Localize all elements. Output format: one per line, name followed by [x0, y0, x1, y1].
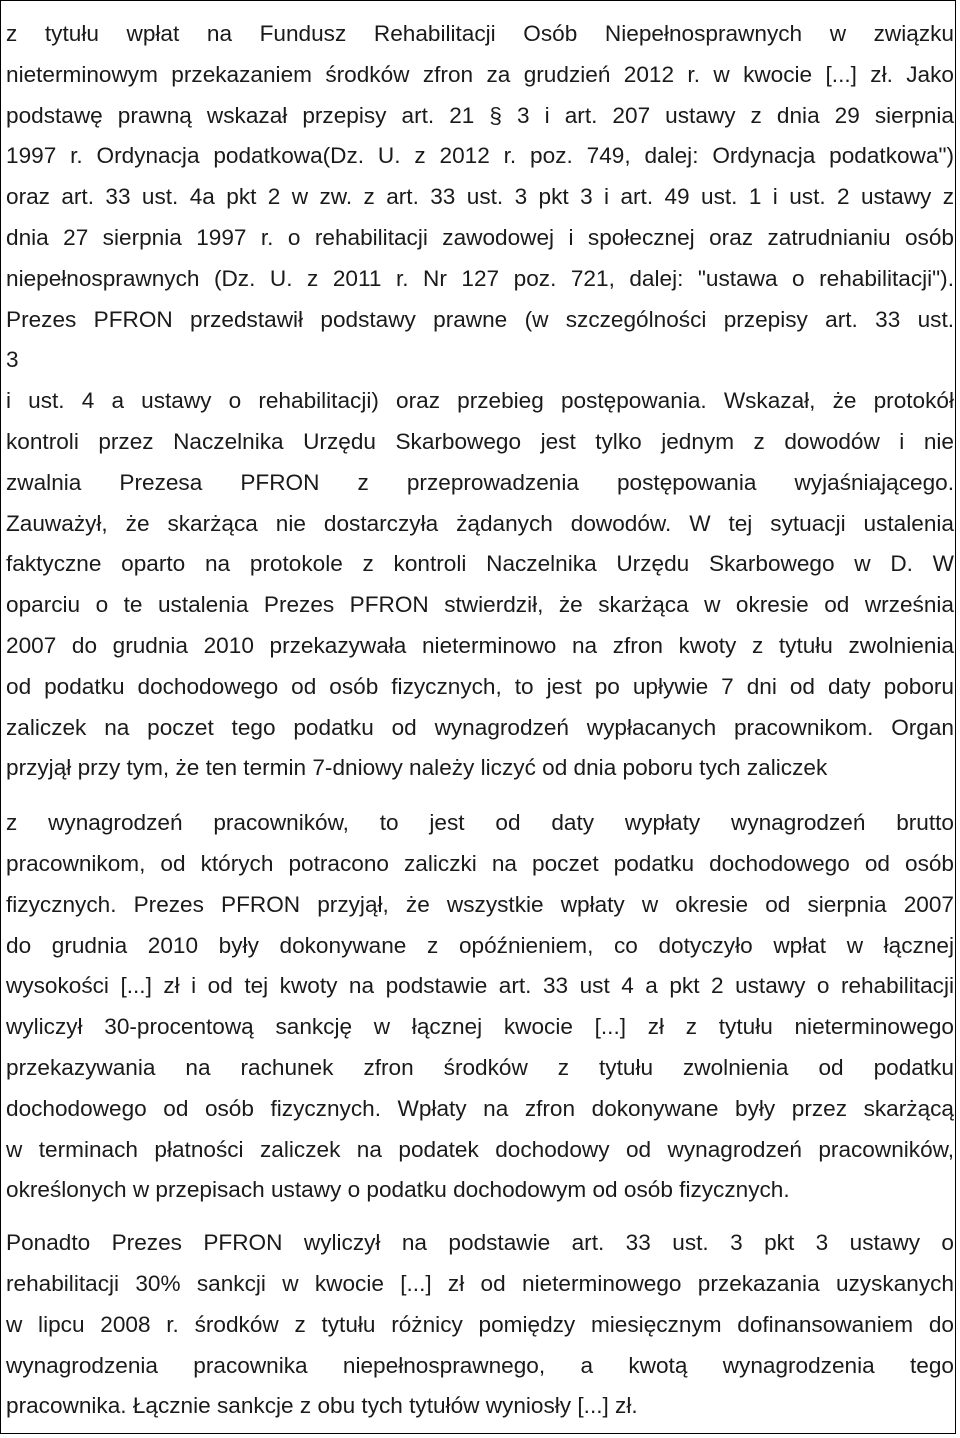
text-line: od podatku dochodowego od osób fizycznych, to jest po upływie 7 dni od daty poboru	[6, 673, 954, 699]
text-line: dochodowego od osób fizycznych. Wpłaty na zfron dokonywane były przez skarżącą	[6, 1095, 954, 1121]
text-line: pracownikom, od których potracono zaliczki na poczet podatku dochodowego od osób	[6, 850, 954, 876]
text-line: oraz art. 33 ust. 4a pkt 2 w zw. z art. 33 ust. 3 pkt 3 i art. 49 ust. 1 i ust. 2 ustawy z	[6, 184, 954, 210]
text-line: w terminach płatności zaliczek na podatek dochodowy od wynagrodzeń pracowników,	[6, 1136, 954, 1162]
text-line: 2007 do grudnia 2010 przekazywała nieterminowo na zfron kwoty z tytułu zwolnienia	[6, 632, 954, 658]
paragraph-4	[6, 1223, 954, 1427]
text-line: pracownika. Łącznie sankcje z obu tych tytułów wyniosły [...] zł.	[6, 1393, 638, 1419]
paragraph-1	[6, 14, 954, 381]
text-line: przekazywania na rachunek zfron środków z tytułu zwolnienia od podatku	[6, 1054, 954, 1080]
text-line: niepełnosprawnych (Dz. U. z 2011 r. Nr 127 poz. 721, dalej: "ustawa o rehabilitacji").	[6, 265, 954, 291]
text-line: do grudnia 2010 były dokonywane z opóźnieniem, co dotyczyło wpłat w łącznej	[6, 932, 954, 958]
text-line: nieterminowym przekazaniem środków zfron za grudzień 2012 r. w kwocie [...] zł. Jako	[6, 61, 954, 87]
text-line: zaliczek na poczet tego podatku od wynagrodzeń wypłacanych pracownikom. Organ	[6, 714, 954, 740]
text-line: rehabilitacji 30% sankcji w kwocie [...] zł od nieterminowego przekazania uzyskanych	[6, 1270, 954, 1296]
text-line: Ponadto Prezes PFRON wyliczył na podstawie art. 33 ust. 3 pkt 3 ustawy o	[6, 1230, 954, 1256]
text-line: 3	[6, 347, 19, 373]
document-body	[6, 14, 954, 1427]
text-line: z wynagrodzeń pracowników, to jest od daty wypłaty wynagrodzeń brutto	[6, 810, 954, 836]
text-line: kontroli przez Naczelnika Urzędu Skarbowego jest tylko jednym z dowodów i nie	[6, 428, 954, 454]
text-line: podstawę prawną wskazał przepisy art. 21 § 3 i art. 207 ustawy z dnia 29 sierpnia	[6, 102, 954, 128]
paragraph-3	[6, 803, 954, 1211]
text-line: w lipcu 2008 r. środków z tytułu różnicy pomiędzy miesięcznym dofinansowaniem do	[6, 1311, 954, 1337]
text-line: z tytułu wpłat na Fundusz Rehabilitacji Osób Niepełnosprawnych w związku	[6, 21, 954, 46]
text-line: fizycznych. Prezes PFRON przyjął, że wszystkie wpłaty w okresie od sierpnia 2007	[6, 891, 954, 917]
text-line: Prezes PFRON przedstawił podstawy prawne (w szczególności przepisy art. 33 ust.	[6, 306, 954, 332]
text-line: przyjął przy tym, że ten termin 7-dniowy należy liczyć od dnia poboru tych zaliczek	[6, 755, 828, 781]
paragraph-2	[6, 381, 954, 789]
text-line: zwalnia Prezesa PFRON z przeprowadzenia postępowania wyjaśniającego.	[6, 469, 954, 495]
text-line: wynagrodzenia pracownika niepełnosprawnego, a kwotą wynagrodzenia tego	[6, 1352, 954, 1378]
text-line: dnia 27 sierpnia 1997 r. o rehabilitacji zawodowej i społecznej oraz zatrudnianiu osób	[6, 224, 954, 250]
text-line: faktyczne oparto na protokole z kontroli Naczelnika Urzędu Skarbowego w D. W	[6, 551, 954, 577]
text-line: oparciu o te ustalenia Prezes PFRON stwierdził, że skarżąca w okresie od września	[6, 592, 954, 618]
text-line: określonych w przepisach ustawy o podatku dochodowym od osób fizycznych.	[6, 1177, 790, 1203]
text-line: Zauważył, że skarżąca nie dostarczyła żądanych dowodów. W tej sytuacji ustalenia	[6, 510, 954, 536]
text-line: wysokości [...] zł i od tej kwoty na podstawie art. 33 ust 4 a pkt 2 ustawy o rehabilitacji	[6, 973, 954, 999]
text-line: i ust. 4 a ustawy o rehabilitacji) oraz przebieg postępowania. Wskazał, że protokół	[6, 388, 954, 414]
text-line: 1997 r. Ordynacja podatkowa(Dz. U. z 2012 r. poz. 749, dalej: Ordynacja podatkowa")	[6, 143, 954, 169]
text-line: wyliczył 30-procentową sankcję w łącznej kwocie [...] zł z tytułu nieterminowego	[6, 1014, 954, 1040]
